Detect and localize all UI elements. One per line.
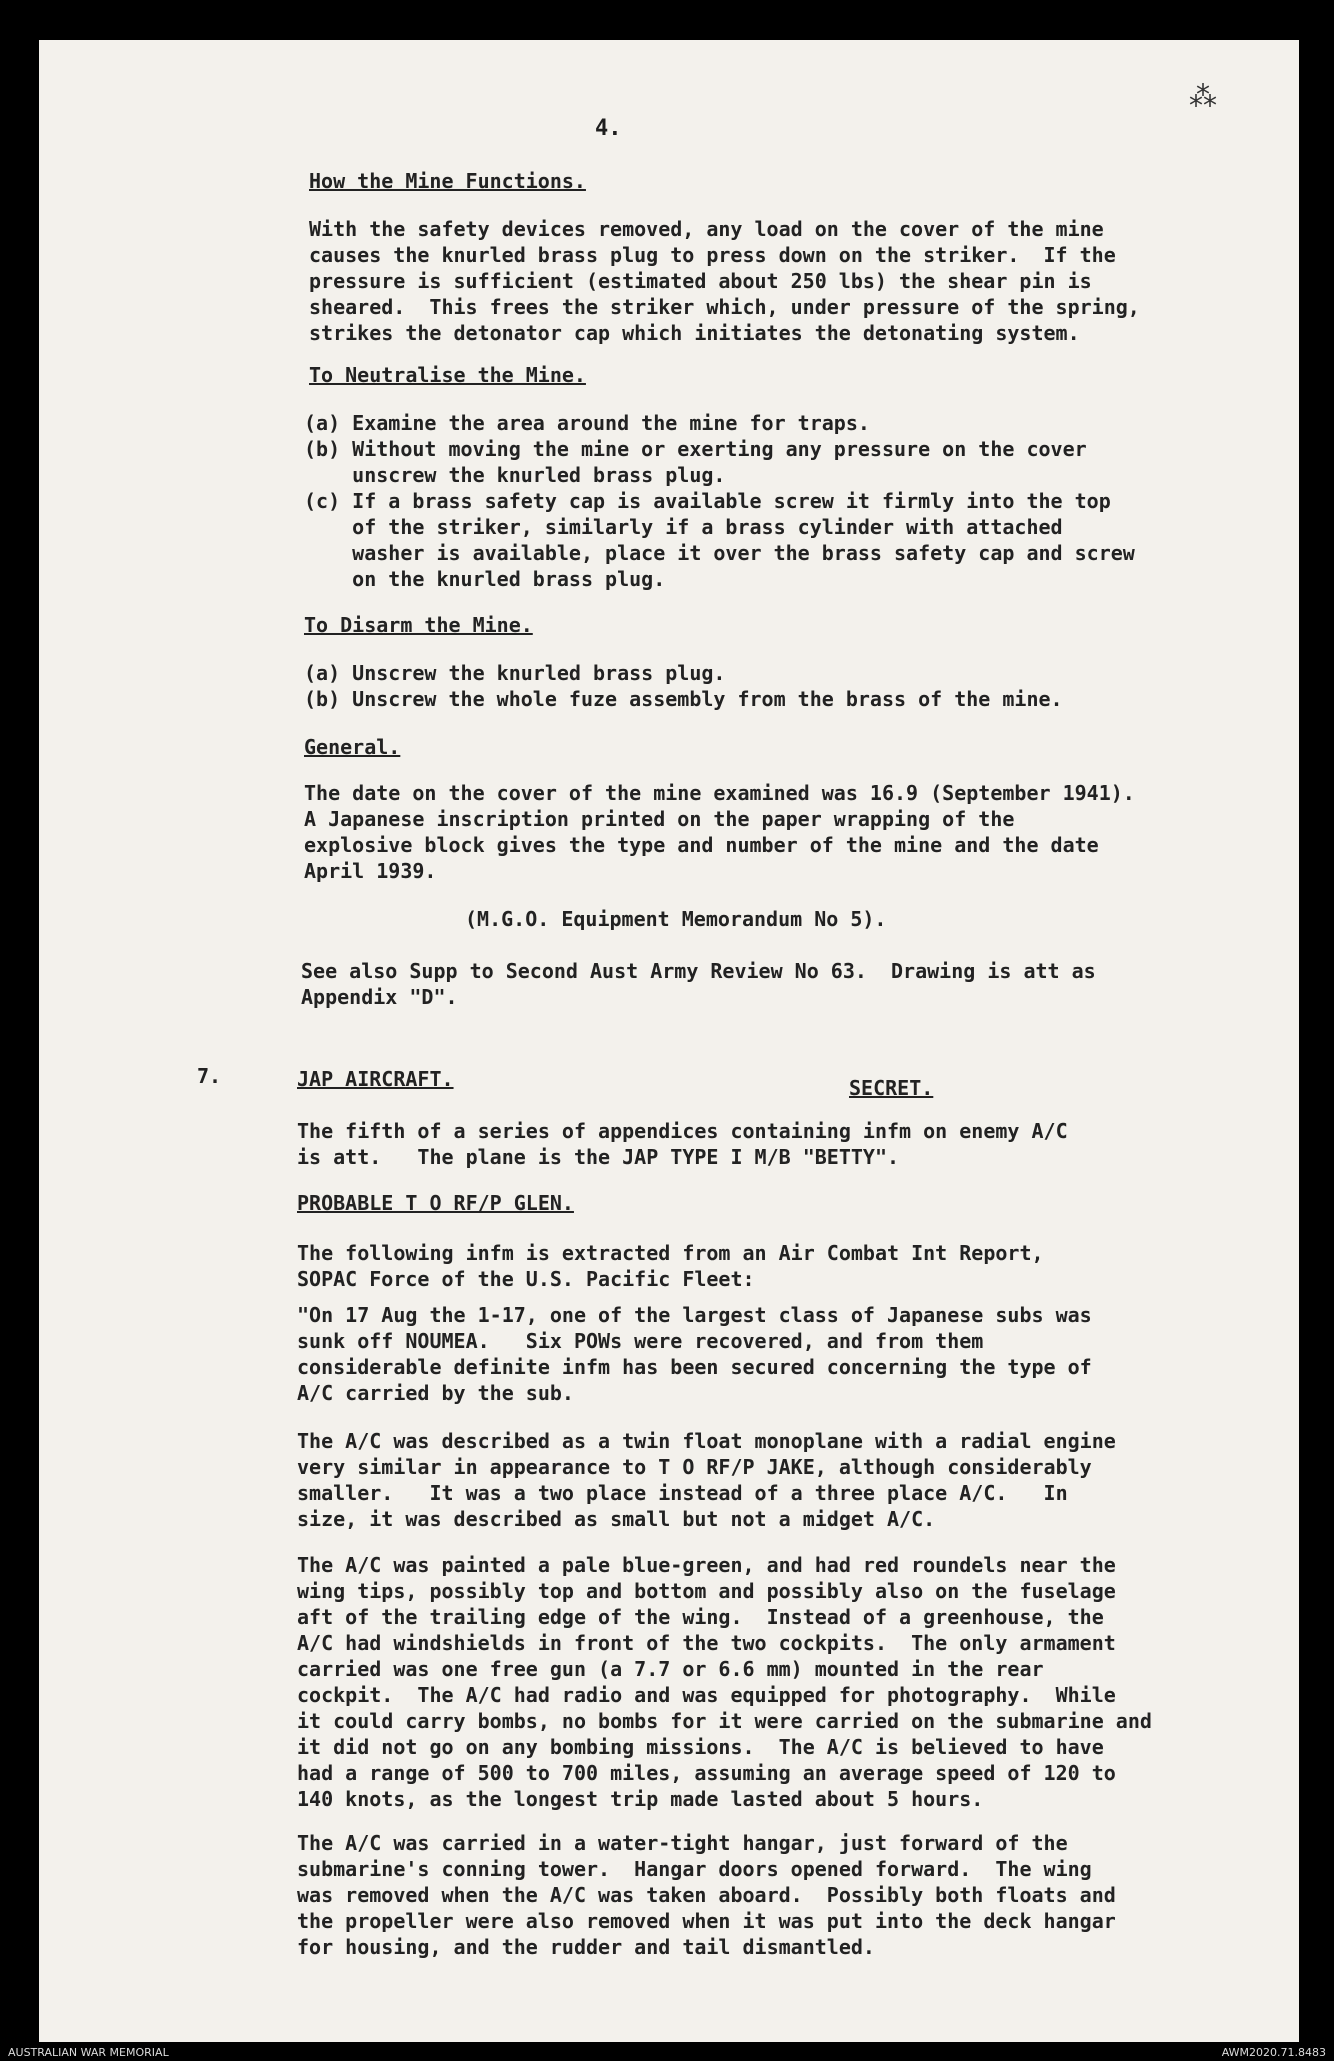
disarm-heading: To Disarm the Mine. [304,613,533,637]
text-line: The A/C was painted a pale blue-green, and had red roundels near the [297,1553,1116,1577]
text-line: it did not go on any bombing missions. The A/C is believed to have [297,1735,1104,1759]
glen-intro [297,1240,1044,1292]
text-line: Appendix "D". [301,985,458,1009]
neutralise-heading: To Neutralise the Mine. [309,363,586,387]
text-line: submarine's conning tower. Hangar doors opened forward. The wing [297,1857,1092,1881]
text-line: April 1939. [304,859,437,883]
list-item: washer is available, place it over the brass safety cap and screw [304,541,1135,565]
text-line: had a range of 500 to 700 miles, assuming an average speed of 120 to [297,1761,1116,1785]
text-line: "On 17 Aug the 1-17, one of the largest class of Japanese subs was [297,1303,1092,1327]
text-line: The fifth of a series of appendices containing infm on enemy A/C [297,1119,1068,1143]
glen-paragraph-4 [297,1830,1116,1960]
text-line: pressure is sufficient (estimated about 250 lbs) the shear pin is [309,269,1092,293]
text-line: See also Supp to Second Aust Army Review No 63. Drawing is att as [301,959,1096,983]
memo-reference: (M.G.O. Equipment Memorandum No 5). [465,907,887,931]
aircraft-heading: JAP AIRCRAFT. [297,1067,454,1091]
text-line: for housing, and the rudder and tail dismantled. [297,1935,875,1959]
page-number: 4. [595,116,622,141]
text-line: The following infm is extracted from an Air Combat Int Report, [297,1241,1044,1265]
functions-heading: How the Mine Functions. [309,169,586,193]
archive-credit: AUSTRALIAN WAR MEMORIAL [8,2046,169,2059]
text-line: A/C had windshields in front of the two cockpits. The only armament [297,1631,1116,1655]
text-line: is att. The plane is the JAP TYPE I M/B "BETTY". [297,1145,900,1169]
text-line: With the safety devices removed, any load on the cover of the mine [309,217,1104,241]
glen-paragraph-3 [297,1552,1152,1812]
list-item: (b) Unscrew the whole fuze assembly from the brass of the mine. [304,687,1063,711]
item-number: 7. [197,1064,222,1088]
text-line: aft of the trailing edge of the wing. Instead of a greenhouse, the [297,1605,1104,1629]
text-line: The A/C was carried in a water-tight hangar, just forward of the [297,1831,1068,1855]
general-heading: General. [304,735,401,759]
text-line: The date on the cover of the mine examined was 16.9 (September 1941). [304,781,1135,805]
text-line: explosive block gives the type and number of the mine and the date [304,833,1099,857]
text-line: the propeller were also removed when it was put into the deck hangar [297,1909,1116,1933]
text-line: wing tips, possibly top and bottom and possibly also on the fuselage [297,1579,1116,1603]
see-also-paragraph [301,958,1096,1010]
text-line: causes the knurled brass plug to press down on the striker. If the [309,243,1116,267]
document-page [39,40,1299,2042]
text-line: strikes the detonator cap which initiates the detonating system. [309,321,1080,345]
text-line: A Japanese inscription printed on the paper wrapping of the [304,807,1015,831]
archive-reference: AWM2020.71.8483 [1221,2046,1326,2059]
text-line: carried was one free gun (a 7.7 or 6.6 mm) mounted in the rear [297,1657,1044,1681]
text-line: smaller. It was a two place instead of a three place A/C. In [297,1481,1068,1505]
text-line: 140 knots, as the longest trip made lasted about 5 hours. [297,1787,984,1811]
text-line: cockpit. The A/C had radio and was equipped for photography. While [297,1683,1116,1707]
text-line: sunk off NOUMEA. Six POWs were recovered, and from them [297,1329,984,1353]
text-line: A/C carried by the sub. [297,1381,574,1405]
text-line: it could carry bombs, no bombs for it were carried on the submarine and [297,1709,1152,1733]
glen-paragraph-1 [297,1302,1092,1406]
text-line: size, it was described as small but not a midget A/C. [297,1507,936,1531]
ink-mark: ⁂ [1189,80,1217,113]
list-item: of the striker, similarly if a brass cylinder with attached [304,515,1063,539]
list-item: (b) Without moving the mine or exerting any pressure on the cover [304,437,1087,461]
aircraft-paragraph [297,1118,1068,1170]
disarm-list [304,660,1063,712]
text-line: considerable definite infm has been secured concerning the type of [297,1355,1092,1379]
list-item: (a) Examine the area around the mine for traps. [304,411,870,435]
glen-paragraph-2 [297,1428,1116,1532]
text-line: was removed when the A/C was taken aboard. Possibly both floats and [297,1883,1116,1907]
functions-paragraph [309,216,1140,346]
glen-heading: PROBABLE T O RF/P GLEN. [297,1191,574,1215]
list-item: (a) Unscrew the knurled brass plug. [304,661,726,685]
text-line: sheared. This frees the striker which, under pressure of the spring, [309,295,1140,319]
text-line: The A/C was described as a twin float monoplane with a radial engine [297,1429,1116,1453]
list-item: on the knurled brass plug. [304,567,666,591]
list-item: (c) If a brass safety cap is available screw it firmly into the top [304,489,1111,513]
neutralise-list [304,410,1135,592]
general-paragraph [304,780,1135,884]
list-item: unscrew the knurled brass plug. [304,463,726,487]
classification-label: SECRET. [849,1076,934,1100]
text-line: very similar in appearance to T O RF/P JAKE, although considerably [297,1455,1092,1479]
text-line: SOPAC Force of the U.S. Pacific Fleet: [297,1267,755,1291]
